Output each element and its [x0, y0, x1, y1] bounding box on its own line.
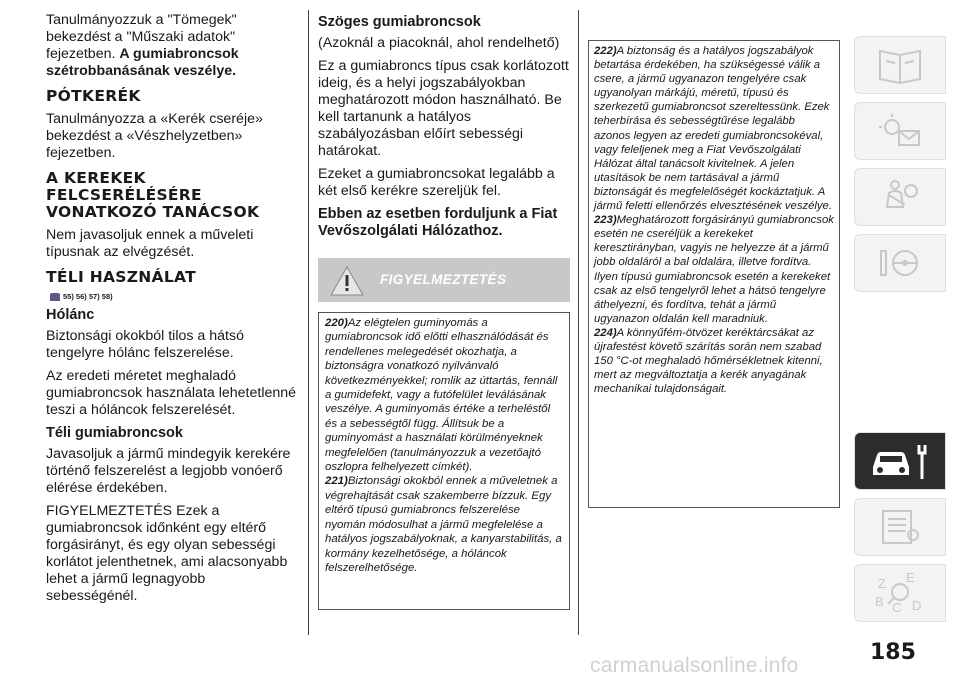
warning-221-num: 221) [325, 475, 348, 488]
steering-key-icon [875, 243, 925, 283]
tab-book[interactable] [854, 36, 946, 94]
page-number: 185 [870, 640, 916, 665]
warning-222-text: A biztonság és a hatályos jogszabályok betartása érdekében, ha szükségessé válik a csere, a jármű ugyanazon tengelyére csak ugyanolyan márkájú, méretű, típusú és szerkezetű gumiabroncsot szereltessünk. Ezek teherbírása és sebességtűrése legalább azonos legyen az eredeti gumiabroncsokéval, vagy feleljenek meg a Fiat Vevőszolgálati Hálózat által tanácsolt kivitelnek. A jelen utasítások be nem tartásával a jármű biztonságát és megfelelőségét kockáztatjuk. A jármű feletti ellenőrzés elvesztésének veszélye. [594, 45, 832, 213]
tab-steering[interactable] [854, 234, 946, 292]
column-divider-1 [308, 10, 309, 635]
teligumi-p1: Javasoljuk a jármű mindegyik kerekére történő felszerelést a legjobb vonóerő elérése érdekében. [46, 446, 291, 496]
teligumi-heading: Téli gumiabroncsok [46, 425, 183, 441]
warning-221 [325, 474, 563, 575]
column-middle [318, 12, 570, 610]
warning-220-num: 220) [325, 317, 348, 329]
warning-triangle-icon [330, 266, 364, 296]
szoges-heading: Szöges gumiabroncsok [318, 14, 481, 30]
spec-list-icon [875, 507, 925, 547]
teli-heading: TÉLI HASZNÁLAT [46, 268, 196, 286]
tab-dashboard-lights[interactable] [854, 102, 946, 160]
tanacsok-heading: A KEREKEK FELCSERÉLÉSÉRE VONATKOZÓ TANÁCSOK [46, 169, 260, 221]
refs-text: 55) 56) 57) 58) [63, 292, 113, 301]
svg-text:B: B [875, 594, 884, 609]
szoges-p2: Ezeket a gumiabroncsokat legalább a két első kerékre szereljük fel. [318, 166, 555, 199]
intro-paragraph [46, 12, 298, 80]
holanc-p2: Az eredeti méretet meghaladó gumiabroncsok használata lehetetlenné teszi a hóláncok felszerelését. [46, 368, 297, 418]
tab-spec-list[interactable] [854, 498, 946, 556]
tab-alphabet-index[interactable] [854, 564, 946, 622]
potkerek-heading: PÓTKERÉK [46, 87, 141, 105]
svg-text:D: D [912, 598, 922, 613]
warning-220 [325, 316, 563, 474]
warning-224-num: 224) [594, 326, 617, 339]
szoges-bold: Ebben az esetben forduljunk a Fiat Vevőszolgálati Hálózathoz. [318, 206, 558, 239]
dashboard-lights-icon [875, 111, 925, 151]
warning-box [318, 312, 570, 610]
holanc-heading: Hólánc [46, 307, 95, 323]
warning-223-num: 223) [594, 214, 617, 227]
warning-222 [594, 44, 834, 213]
tab-airbag[interactable] [854, 168, 946, 226]
warning-224 [594, 326, 834, 396]
column-divider-2 [578, 10, 579, 635]
alphabet-index-icon [872, 570, 928, 616]
column-left [46, 12, 298, 611]
tanacsok-text: Nem javasoljuk ennek a műveleti típusnak az elvégzését. [46, 227, 254, 260]
warning-220-text: Az elégtelen guminyomás a gumiabroncsok idő előtti elhasználódását és rendellenes melegedését okozhatja, a biztonságra vonatkozó nyilvánvaló következményekkel; romlik az úttartás, fennáll a gumidefekt, vagy a futófelület leválásának veszélye. A guminyomás értéke a terheléstől és a sebességtől függ. Állítsuk be a guminyomást a használati körülményeknek megfelelően (tanulmányozzuk a vezetőajtó oszlopra felhelyezett címkét). [325, 317, 558, 474]
warning-refs [50, 292, 298, 301]
book-ref-icon [50, 293, 60, 301]
svg-text:E: E [906, 570, 915, 585]
warning-header [318, 258, 570, 302]
warning-221-text: Biztonsági okokból ennek a műveletnek a végrehajtását csak szakemberre bízzuk. Egy eltérő típusú gumiabroncs felszerelése nyomán módosulhat a jármű megfelelése a hatályos jogszabályoknak, a kanyarstabilitás, a kormány kezelhetősége, a hóláncok felszerelhetősége. [325, 475, 562, 574]
intro-text: Tanulmányozzuk a "Tömegek" bekezdést a "Műszaki adatok" fejezetben. [46, 12, 237, 62]
svg-text:Z: Z [878, 576, 886, 591]
watermark: carmanualsonline.info [590, 654, 799, 677]
warning-223-text: Meghatározott forgásirányú gumiabroncsok esetén ne cseréljük a kerekeket keresztirányban, vagyis ne helyezze át a jármű jobb oldaláról a bal oldalára, illetve fordítva. Ilyen típusú gumiabroncsok esetén a kerekeket csak az első tengelyről lehet a hátsó tengelyre áthelyezni, és fordítva, tehát a jármű ugyanazon oldalán kell maradniuk. [594, 214, 834, 325]
warning-223 [594, 213, 834, 326]
warning-title: FIGYELMEZTETÉS [380, 272, 507, 287]
svg-text:C: C [892, 600, 902, 615]
szoges-p1: Ez a gumiabroncs típus csak korlátozott ideig, és a helyi jogszabályokban meghatározott módon használható. Be kell tartanunk a hatályos szabályozásban előírt sebességi határokat. [318, 58, 569, 159]
warning-222-num: 222) [594, 45, 617, 57]
intro-bold: A gumiabroncsok szétrobbanásának veszélye. [46, 46, 239, 79]
car-service-icon [867, 439, 933, 483]
potkerek-text: Tanulmányozza a «Kerék cseréje» bekezdést a «Vészhelyzetben» fejezetben. [46, 111, 263, 161]
holanc-p1: Biztonsági okokból tilos a hátsó tengelyre hólánc felszerelése. [46, 328, 244, 361]
teligumi-p2: FIGYELMEZTETÉS Ezek a gumiabroncsok időnként egy eltérő forgásirányt, és egy olyan sebességi korlátot jelenthetnek, ami alacsonyabb lehet a jármű legnagyobb sebességénél. [46, 503, 288, 604]
szoges-sub: (Azoknál a piacoknál, ahol rendelhető) [318, 35, 560, 51]
tab-car-service[interactable] [854, 432, 946, 490]
airbag-icon [875, 177, 925, 217]
column-right-warning-box [588, 40, 840, 508]
warning-224-text: A könnyűfém-ötvözet keréktárcsákat az újrafestést követő szárítás során nem szabad 150 °C-ot meghaladó hőmérsékletnek kitenni, mert az megváltoztatja a kerék anyagának mechanikai tulajdonságait. [594, 326, 823, 396]
book-icon [875, 45, 925, 85]
